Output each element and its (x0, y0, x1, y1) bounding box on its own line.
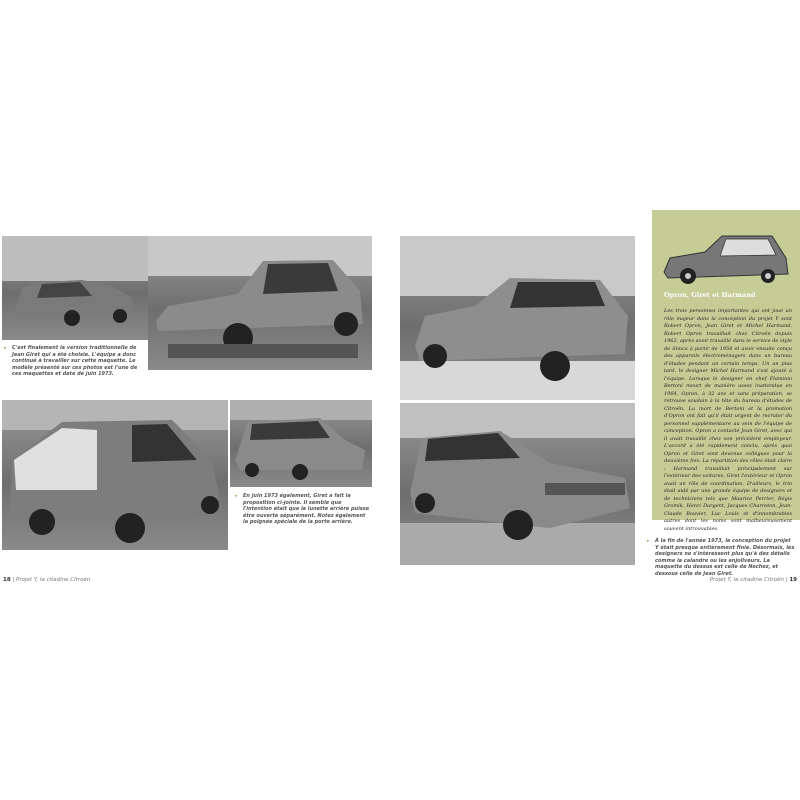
caption-right (647, 538, 795, 578)
caption-left-top (4, 345, 142, 378)
photo-car-proposal (230, 400, 372, 487)
caption-arrow-icon: ▸ (647, 538, 650, 544)
sidebar-title: Opron, Giret et Harmand (664, 291, 756, 299)
photo-car-rear-left (2, 236, 148, 340)
photo-car-side-nechez (400, 236, 635, 400)
photo-car-front (148, 236, 372, 370)
sidebar-body: Les trois personnes importantes qui ont joué un rôle majeur dans la conception du projet Y sont Robert Opron, Jean Giret et Michel Harmand. Robert Opron travaillait chez Citroën depuis 1962, après avoir travaillé dans le service de style de Simca à partir de 1958 et avoir ensuite conçu des appareils électroménagers dans un bureau d'études pendant un certain temps. Un an plus tard, le designer Michel Harmand s'est ajouté à l'équipe. Lorsque le designer en chef Flaminio Bertoni meurt de manière assez inattendue en 1964, Opron, à 32 ans et sans préparation, se retrouve soudain à la tête du bureau d'études de Citroën. La mort de Bertoni et la promotion d'Opron ont fait qu'il était urgent de recruter du personnel supplémentaire au sein de l'équipe de conception. Opron a contacté Jean Giret, avec qui il avait travaillé chez son précédent employeur. L'accord a été rapidement conclu, après quoi Opron et Giret sont devenus collègues pour la deuxième fois. La répartition des rôles était claire : Harmand travaillait principalement sur l'extérieur des voitures, Giret l'extérieur et Opron avait un rôle de coordination. D'ailleurs, le trio était aidé par une grande équipe de designers et de techniciens tels que Maurice Perrier, Régis Gromik, Henri Dargent, Jacques Charreton, Jean-Claude Bouvier, Luc Louis et d'innombrables autres dont les noms sont malheureusement souvent introuvables. (664, 308, 792, 532)
caption-arrow-icon: ▸ (235, 493, 238, 499)
photo-car-rear-three-quarter (2, 400, 228, 550)
page-number-left: 18 (3, 577, 11, 583)
photo-car-front-giret (400, 403, 635, 565)
page-number-right: 19 (789, 577, 797, 583)
running-title-right: Projet Y, la citadine Citroën (709, 577, 784, 583)
caption-left-bottom (235, 493, 371, 526)
footer-right: Projet Y, la citadine Citroën | 19 (709, 577, 797, 583)
caption-text: En juin 1973 également, Giret a fait la proposition ci-jointe. Il semble que l'intention était que la lunette arrière puisse être ouverte séparément. Notez également la poignée spéciale de la porte arrière. (243, 493, 370, 526)
caption-text: À la fin de l'année 1973, la conception du projet Y était presque entièrement finie. Désormais, les designers ne s'intéressent plus qu'à des détails comme la calandre ou les enjoliveurs. La maquette du dessus est celle de Nechez, et dessous celle de Jean Giret. (655, 538, 795, 577)
running-title-left: Projet Y, la citadine Citroën (16, 577, 91, 583)
car-sketch-illustration (660, 220, 792, 288)
footer-left: 18 | Projet Y, la citadine Citroën (3, 577, 91, 583)
caption-arrow-icon: ▸ (4, 345, 7, 351)
sidebar-box (652, 210, 800, 532)
caption-text: C'est finalement la version traditionnelle de Jean Giret qui a été choisie. L'équipe a donc continué à travailler sur cette maquette. Le modèle présenté sur ces photos est l'une de ces maquettes et date de juin 1973. (12, 345, 138, 378)
